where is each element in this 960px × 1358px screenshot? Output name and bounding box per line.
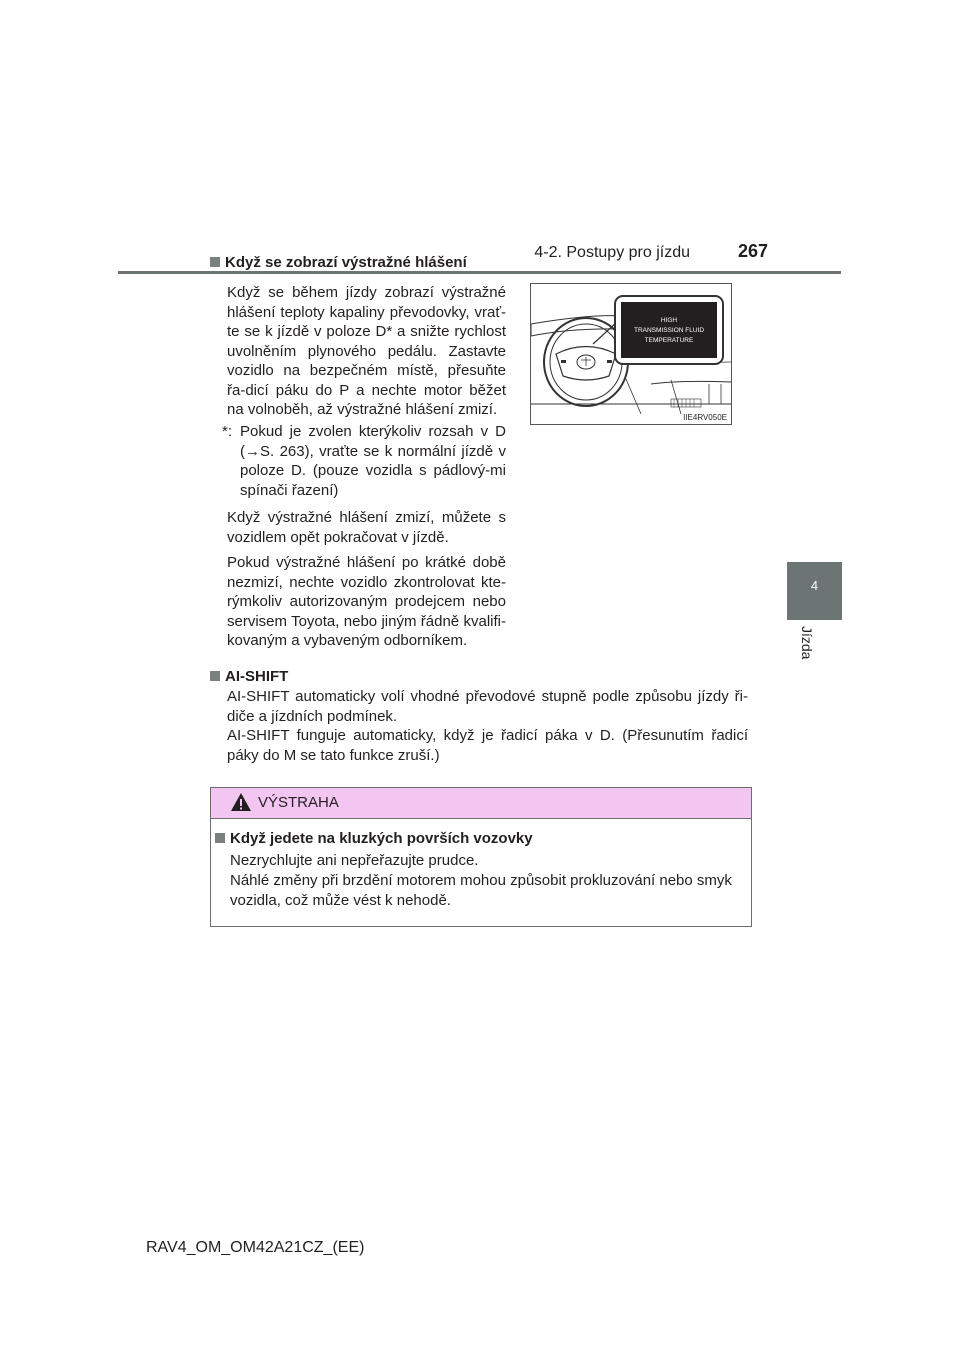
warning-title: VÝSTRAHA [258, 794, 339, 811]
footnote [222, 422, 506, 500]
bullet-square-icon [210, 257, 220, 267]
bullet-square-icon [210, 671, 220, 681]
display-text-line3: TEMPERATURE [644, 337, 694, 344]
warning-box [210, 787, 752, 927]
document-id: RAV4_OM_OM42A21CZ_(EE) [146, 1239, 365, 1256]
paragraph-service-advice: Pokud výstražné hlášení po krátké době nezmizí, nechte vozidlo zkontrolovat kte-rýmkoliv autorizovaným prodejcem nebo servisem Toyota, nebo jiným řádně kvalifi-kovaným a vybaveným odborníkem. [227, 554, 506, 649]
section-heading-ai-shift: AI-SHIFT [210, 668, 288, 685]
figure-code: IIE4RV050E [683, 413, 727, 422]
section-heading-warning-message: Když se zobrazí výstražné hlášení [210, 254, 467, 271]
footnote-text: Pokud je zvolen kterýkoliv rozsah v D (→S. 263), vraťte se k normální jízdě v poloze D. (pouze vozidla s pádlový-mi spínači řazení) [240, 423, 506, 499]
footnote-marker: *: [222, 423, 233, 440]
warning-line-1: Nezrychlujte ani nepřeřazujte prudce. [230, 852, 479, 869]
warning-header [211, 788, 751, 819]
page-number: 267 [738, 241, 769, 261]
paragraph-message-cleared: Když výstražné hlášení zmizí, můžete s vozidlem opět pokračovat v jízdě. [227, 509, 506, 546]
display-text-line1: HIGH [660, 317, 678, 324]
paragraph-warning-instructions: Když se během jízdy zobrazí výstražné hlášení teploty kapaliny převodovky, vrať-te se k jízdě v poloze D* a snižte rychlost uvolněním plynového pedálu. Zastavte vozidlo na bezpečném místě, přesuňte řa-dicí páku do P a nechte motor běžet na volnoběh, až výstražné hlášení zmizí. [227, 284, 506, 418]
paragraph-ai-shift-function: AI-SHIFT automaticky volí vhodné převodové stupně podle způsobu jízdy ři-diče a jízdních podmínek. [227, 688, 748, 725]
paragraph-ai-shift-operation: AI-SHIFT funguje automaticky, když je řadicí páka v D. (Přesunutím řadicí páky do M se tato funkce zruší.) [227, 727, 748, 764]
chapter-tab [787, 562, 842, 620]
bullet-square-icon [215, 833, 225, 843]
section-title: 4-2. Postupy pro jízdu [534, 244, 690, 261]
multi-information-display [615, 296, 723, 364]
header-divider [118, 271, 841, 274]
warning-line-2: Náhlé změny při brzdění motorem mohou způsobit prokluzování nebo smyk vozidla, což může vést k nehodě. [230, 872, 732, 909]
warning-triangle-icon [230, 792, 252, 812]
dashboard-drawing [531, 284, 731, 424]
display-text-line2: TRANSMISSION FLUID [633, 327, 705, 334]
chapter-name: Jízda [799, 626, 815, 660]
instrument-cluster-illustration [530, 283, 732, 425]
chapter-label [787, 622, 842, 672]
chapter-number: 4 [810, 578, 819, 593]
warning-heading: Když jedete na kluzkých površích vozovky [215, 830, 533, 847]
